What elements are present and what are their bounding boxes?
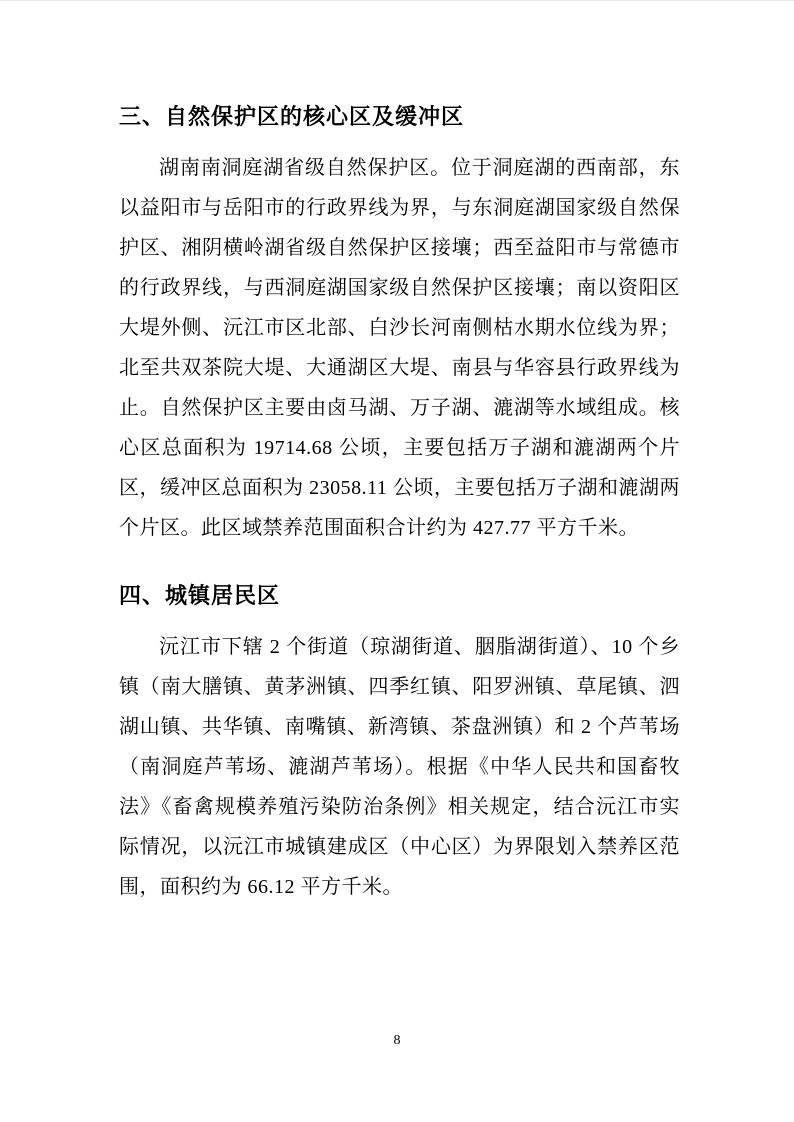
page-footer bbox=[0, 1031, 794, 1049]
section-paragraph-urban-residential: 沅江市下辖 2 个街道（琼湖街道、胭脂湖街道）、10 个乡镇（南大膳镇、黄茅洲镇、四季红镇、阳罗洲镇、草尾镇、泗湖山镇、共华镇、南嘴镇、新湾镇、茶盘洲镇）和 2 个芦苇场（南洞庭芦苇场、漉湖芦苇场）。根据《中华人民共和国畜牧法》《畜禽规模养殖污染防治条例》相关规定，结合沅江市实际情况，以沅江市城镇建成区（中心区）为界限划入禁养区范围，面积约为 66.12 平方千米。 bbox=[119, 636, 680, 898]
section-paragraph-nature-reserve: 湖南南洞庭湖省级自然保护区。位于洞庭湖的西南部，东以益阳市与岳阳市的行政界线为界，与东洞庭湖国家级自然保护区、湘阴横岭湖省级自然保护区接壤；西至益阳市与常德市的行政界线，与西洞庭湖国家级自然保护区接壤；南以资阳区大堤外侧、沅江市区北部、白沙长河南侧枯水期水位线为界；北至共双茶院大堤、大通湖区大堤、南县与华容县行政界线为止。自然保护区主要由卤马湖、万子湖、漉湖等水域组成。核心区总面积为 19714.68 公顷，主要包括万子湖和漉湖两个片区，缓冲区总面积为 23058.11 公顷，主要包括万子湖和漉湖两个片区。此区域禁养范围面积合计约为 427.77 平方千米。 bbox=[119, 157, 680, 539]
section-heading-nature-reserve: 三、自然保护区的核心区及缓冲区 bbox=[119, 104, 465, 129]
document-content bbox=[119, 101, 680, 907]
section-heading-urban-residential: 四、城镇居民区 bbox=[119, 583, 281, 608]
page-number: 8 bbox=[393, 1033, 401, 1048]
